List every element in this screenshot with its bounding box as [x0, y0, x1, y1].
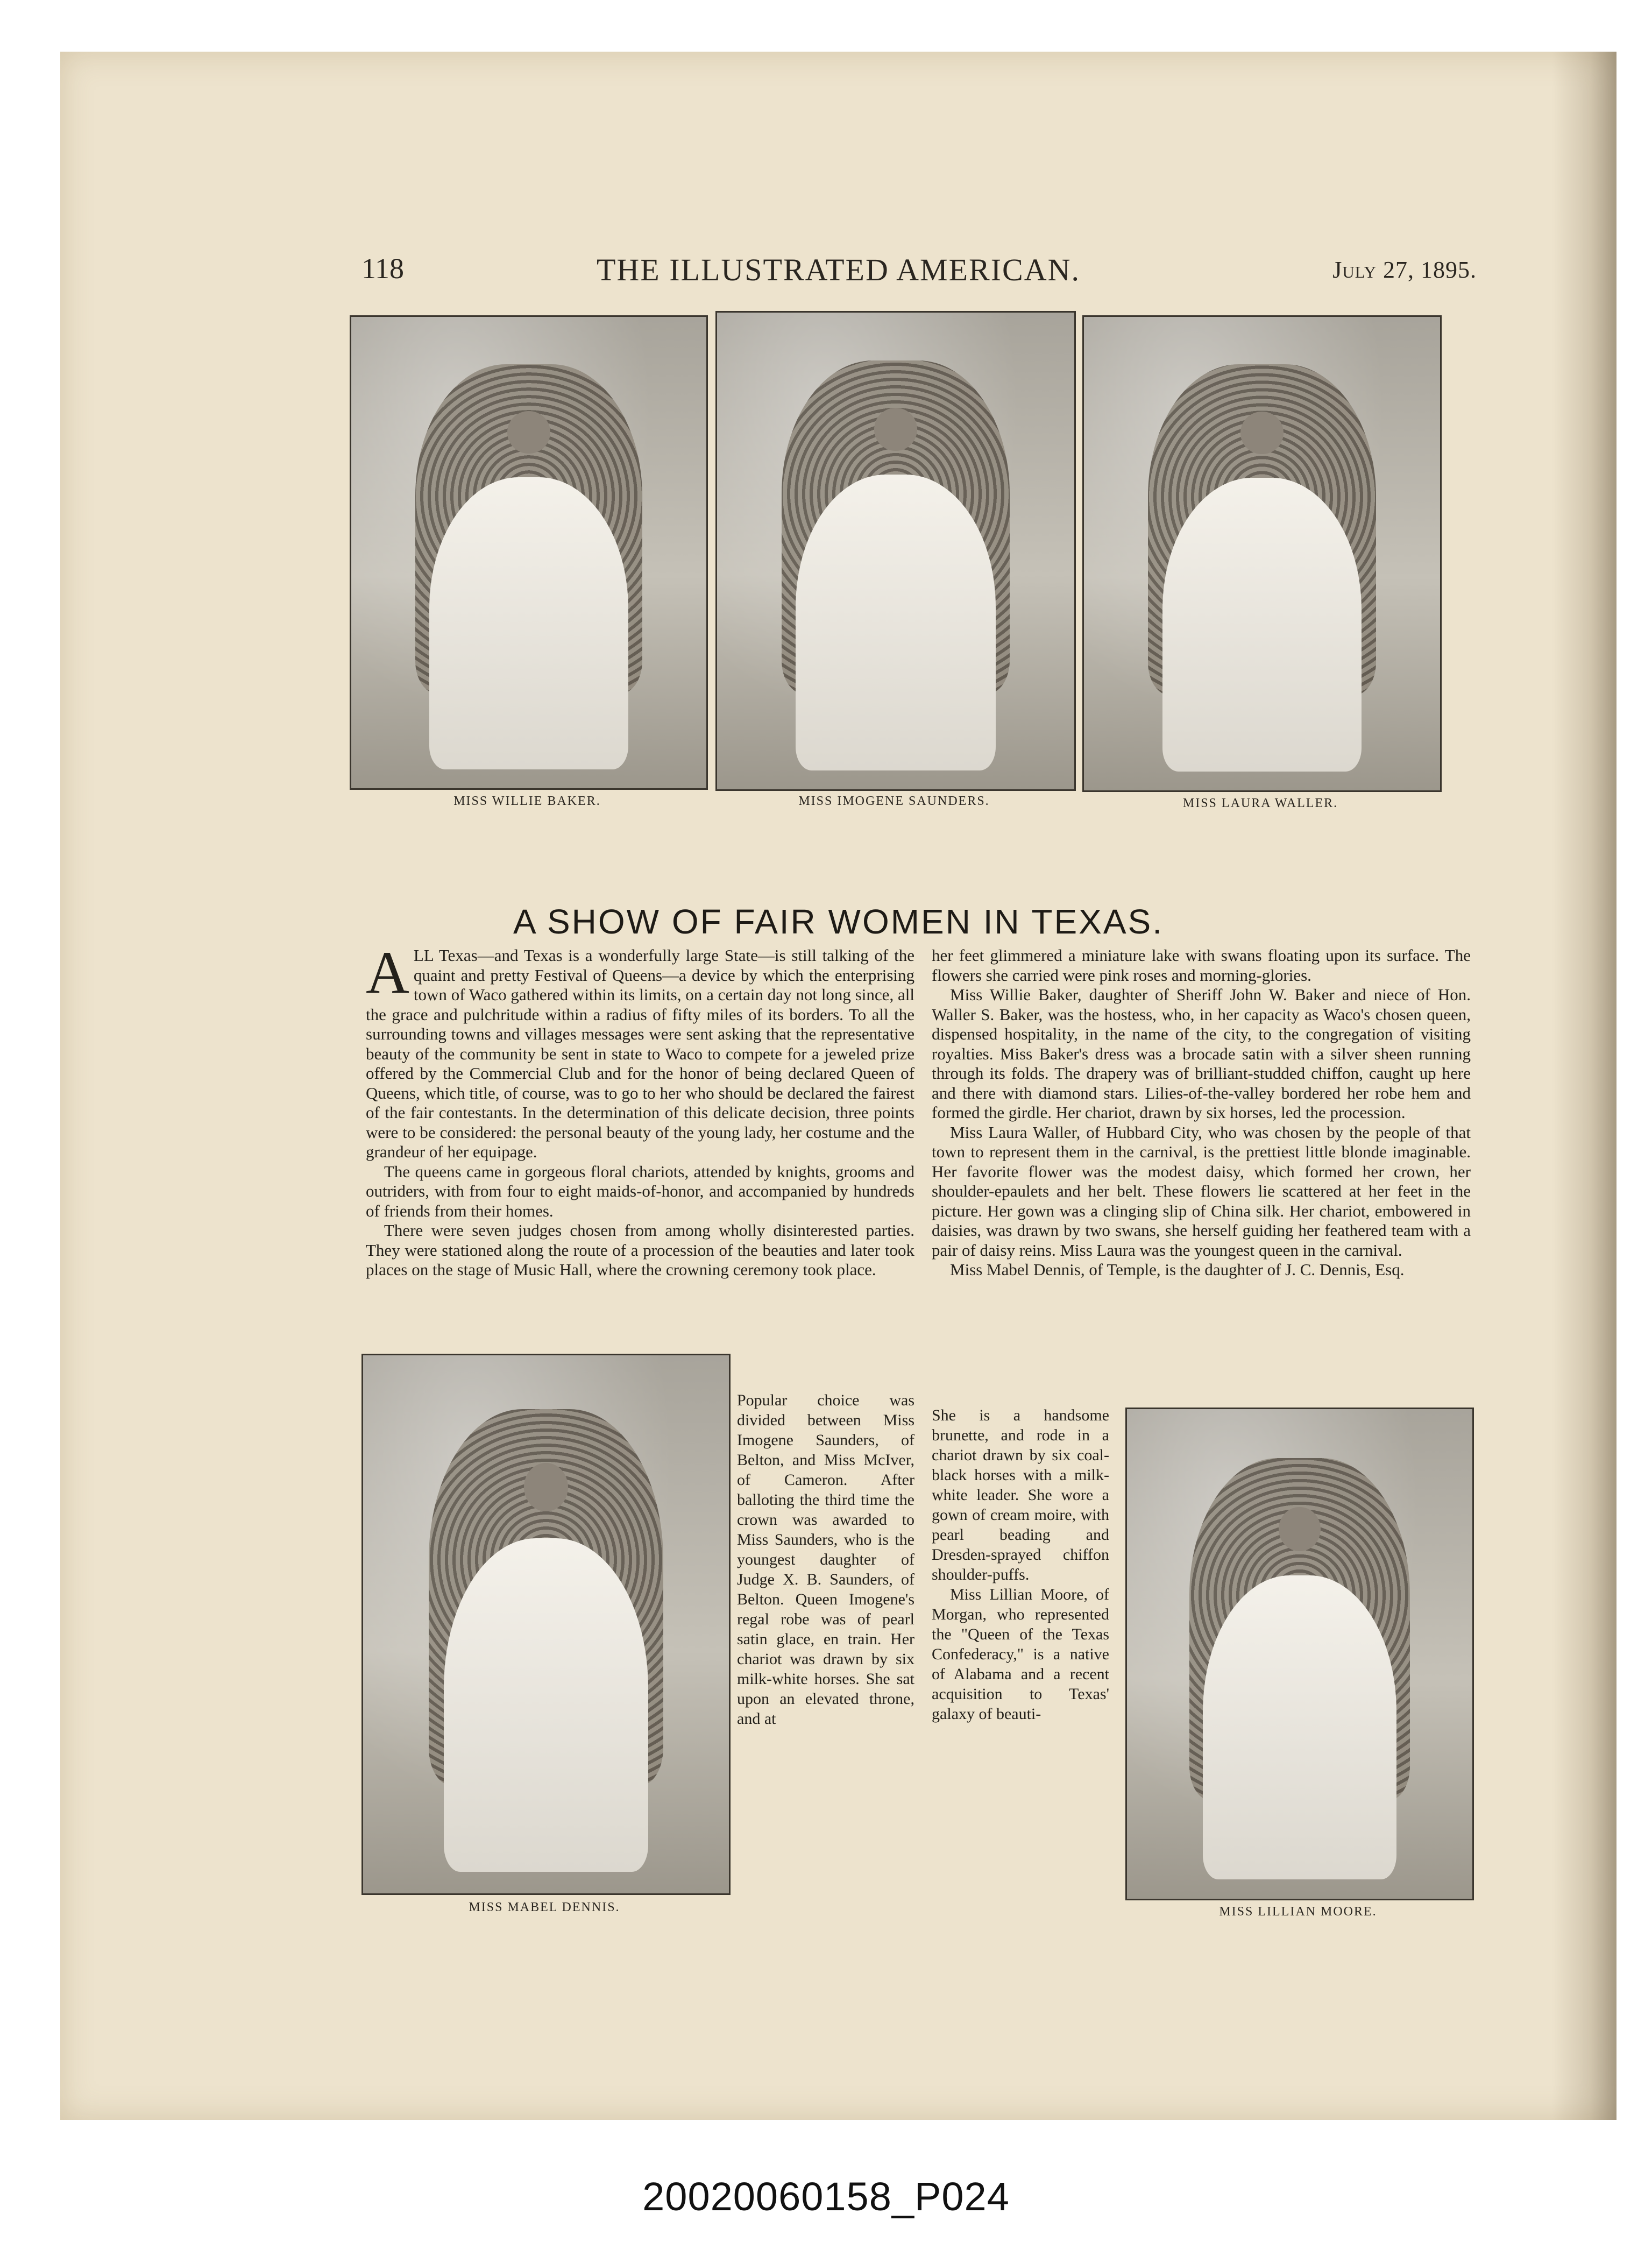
article-headline: A SHOW OF FAIR WOMEN IN TEXAS.: [513, 902, 1164, 941]
publication-title: THE ILLUSTRATED AMERICAN.: [596, 252, 1080, 287]
drop-cap: A: [366, 939, 409, 1006]
archive-identifier: 20020060158_P024: [642, 2174, 1010, 2219]
paragraph: Miss Mabel Dennis, of Temple, is the daughter of J. C. Dennis, Esq.: [950, 1260, 1405, 1279]
photo-laura-waller: [1082, 315, 1442, 792]
photo-lillian-moore: [1125, 1408, 1474, 1900]
left-narrow-column: [737, 1390, 914, 1729]
caption-mabel-dennis: MISS MABEL DENNIS.: [469, 1900, 620, 1914]
issue-date: July 27, 1895.: [1332, 257, 1477, 283]
page-number: 118: [361, 252, 404, 285]
caption-laura-waller: MISS LAURA WALLER.: [1182, 796, 1338, 810]
paragraph: Miss Laura Waller, of Hubbard City, who was chosen by the people of that town to represent them in the carnival, is the prettiest little blonde imaginable. Her favorite flower was the modest daisy, which formed her crown, her shoulder-epaulets and her belt. These flowers lie scattered at her feet in the picture. Her gown was a clinging slip of China silk. Her chariot, embowered in daisies, was drawn by two swans, she herself guiding her feathered team with a pair of daisy reins. Miss Laura was the youngest queen in the carnival.: [932, 1122, 1471, 1260]
photo-imogene-saunders: [715, 311, 1076, 791]
paragraph: Miss Lillian Moore, of Morgan, who represented the "Queen of the Texas Confederacy," is a native of Alabama and a recent acquisition to Texas' galaxy of beauti-: [932, 1586, 1109, 1723]
caption-lillian-moore: MISS LILLIAN MOORE.: [1219, 1905, 1377, 1919]
photo-willie-baker: [350, 315, 708, 790]
paragraph-intro: ALL Texas—and Texas is a wonderfully large State—is still talking of the quaint and pretty Festival of Queens—a device by which the enterprising town of Waco gathered within its limits, on a certain day not long since, all the grace and pulchritude within a radius of fifty miles of its borders. To all the surrounding towns and villages messages were sent asking that the representative beauty of the community be sent in state to Waco to compete for a jeweled prize offered by the Commercial Club and for the honor of being declared Queen of Queens, which title, of course, was to go to her who should be declared the fairest of the fair contestants. In the determination of this delicate decision, three points were to be considered: the personal beauty of the young lady, her costume and the grandeur of her equipage.: [366, 939, 914, 1161]
magazine-page: [60, 52, 1616, 2120]
paragraph: The queens came in gorgeous floral chariots, attended by knights, grooms and outriders, with from four to eight maids-of-honor, and accompanied by hundreds of friends from their homes.: [366, 1162, 914, 1220]
paragraph: There were seven judges chosen from among wholly disinterested parties. They were stationed along the route of a procession of the beauties and later took places on the stage of Music Hall, where the crowning ceremony took place.: [366, 1221, 914, 1279]
paragraph: her feet glimmered a miniature lake with swans floating upon its surface. The flowers she carried were pink roses and morning-glories.: [932, 946, 1471, 985]
left-column: [366, 939, 914, 1280]
running-head: [60, 252, 1616, 295]
paragraph: Miss Willie Baker, daughter of Sheriff John W. Baker and niece of Hon. Waller S. Baker, was the hostess, who, in her capacity as Waco's chosen queen, dispensed hospitality, in the name of the city, to the congregation of visiting royalties. Miss Baker's dress was a brocade satin with a silver sheen running through its folds. The drapery was of brilliant-studded chiffon, caught up here and there with diamond stars. Lilies-of-the-valley bordered her robe hem and formed the girdle. Her chariot, drawn by six horses, led the procession.: [932, 985, 1471, 1122]
caption-willie-baker: MISS WILLIE BAKER.: [453, 794, 601, 808]
paragraph: She is a handsome brunette, and rode in a chariot drawn by six coal-black horses with a milk-white leader. She wore a gown of cream moire, with pearl beading and Dresden-sprayed chiffon shoulder-puffs.: [932, 1406, 1109, 1583]
photo-mabel-dennis: [361, 1354, 731, 1895]
right-narrow-column: [932, 1405, 1109, 1724]
right-column: [932, 946, 1471, 1280]
caption-imogene-saunders: MISS IMOGENE SAUNDERS.: [798, 794, 990, 808]
page-spine-shadow: [1552, 52, 1616, 2120]
paragraph-popular-choice: Popular choice was divided between Miss Imogene Saunders, of Belton, and Miss McIver, of Cameron. After balloting the third time the crown was awarded to Miss Saunders, who is the youngest daughter of Judge X. B. Saunders, of Belton. Queen Imogene's regal robe was of pearl satin glace, en train. Her chariot was drawn by six milk-white horses. She sat upon an elevated throne, and at: [737, 1391, 914, 1728]
